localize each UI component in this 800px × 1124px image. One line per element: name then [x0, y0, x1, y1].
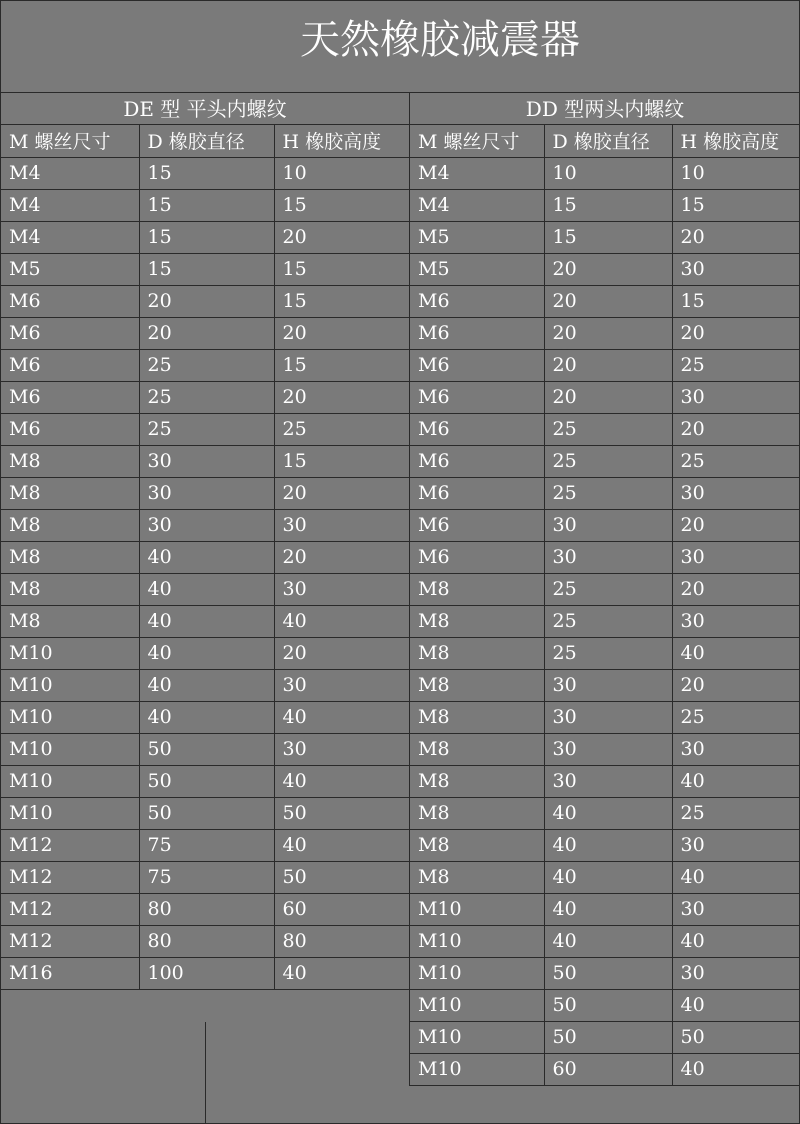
table-cell: M8 [1, 509, 139, 541]
table-cell: 30 [672, 253, 800, 285]
table-cell: 25 [139, 413, 274, 445]
table-cell: 25 [672, 445, 800, 477]
table-cell: M12 [1, 861, 139, 893]
table-cell: 15 [544, 189, 672, 221]
table-cell: M6 [1, 381, 139, 413]
table-cell: 25 [544, 573, 672, 605]
table-row [410, 445, 800, 477]
table-row [410, 861, 800, 893]
table-cell: 50 [139, 765, 274, 797]
table-cell: 50 [544, 957, 672, 989]
dd-type-table [409, 93, 800, 1086]
table-cell: M8 [410, 637, 544, 669]
table-row [410, 765, 800, 797]
table-cell: 20 [544, 381, 672, 413]
table-cell: 20 [672, 221, 800, 253]
table-cell: M8 [1, 477, 139, 509]
de-type-table [1, 93, 409, 990]
table-cell: M10 [410, 893, 544, 925]
table-cell: M4 [410, 189, 544, 221]
table-cell: 20 [672, 413, 800, 445]
table-row [1, 765, 409, 797]
table-cell: 30 [672, 733, 800, 765]
table-cell: M6 [410, 381, 544, 413]
table-row [410, 893, 800, 925]
table-cell: 15 [139, 253, 274, 285]
table-cell: 30 [544, 509, 672, 541]
table-cell: M10 [410, 1053, 544, 1085]
table-cell: 40 [274, 701, 409, 733]
table-cell: M16 [1, 957, 139, 989]
table-cell: 25 [544, 605, 672, 637]
table-row [410, 605, 800, 637]
table-cell: M8 [1, 445, 139, 477]
table-cell: M8 [410, 861, 544, 893]
table-row [410, 637, 800, 669]
table-row [410, 797, 800, 829]
column-header: H 橡胶高度 [672, 125, 800, 157]
table-cell: 50 [139, 797, 274, 829]
table-cell: 60 [544, 1053, 672, 1085]
dd-type-body [410, 125, 800, 1085]
table-cell: 40 [672, 861, 800, 893]
table-row [1, 477, 409, 509]
table-row [410, 957, 800, 989]
table-cell: M6 [410, 509, 544, 541]
table-cell: M4 [1, 189, 139, 221]
table-row [1, 797, 409, 829]
table-cell: M6 [410, 317, 544, 349]
table-cell: 30 [274, 573, 409, 605]
table-cell: M10 [410, 957, 544, 989]
table-cell: 20 [672, 317, 800, 349]
table-row [1, 893, 409, 925]
table-row [410, 413, 800, 445]
table-row [410, 669, 800, 701]
table-cell: 30 [139, 509, 274, 541]
table-cell: 20 [274, 541, 409, 573]
table-cell: M6 [1, 349, 139, 381]
table-row [410, 477, 800, 509]
table-cell: 50 [544, 989, 672, 1021]
table-cell: 75 [139, 829, 274, 861]
table-cell: M8 [410, 733, 544, 765]
table-cell: 30 [544, 541, 672, 573]
table-cell: 50 [672, 1021, 800, 1053]
table-cell: M12 [1, 893, 139, 925]
table-cell: 100 [139, 957, 274, 989]
table-cell: M10 [1, 637, 139, 669]
table-cell: M10 [410, 1021, 544, 1053]
table-cell: 20 [672, 669, 800, 701]
table-row [1, 349, 409, 381]
table-cell: M4 [410, 157, 544, 189]
table-cell: 20 [274, 637, 409, 669]
table-cell: 50 [274, 861, 409, 893]
de-type-body [1, 125, 409, 989]
table-cell: 30 [544, 669, 672, 701]
table-cell: M6 [410, 285, 544, 317]
table-row [410, 189, 800, 221]
table-cell: 15 [139, 189, 274, 221]
table-cell: M6 [1, 285, 139, 317]
table-row [410, 541, 800, 573]
table-cell: 40 [672, 765, 800, 797]
table-cell: 15 [672, 285, 800, 317]
table-cell: 25 [544, 477, 672, 509]
table-row [1, 637, 409, 669]
table-cell: 15 [274, 253, 409, 285]
table-cell: 30 [544, 765, 672, 797]
table-cell: 40 [672, 925, 800, 957]
table-cell: 30 [139, 477, 274, 509]
table-row [1, 605, 409, 637]
table-cell: 40 [139, 605, 274, 637]
table-row [410, 1053, 800, 1085]
table-cell: 20 [544, 349, 672, 381]
table-cell: M12 [1, 925, 139, 957]
table-cell: M6 [410, 541, 544, 573]
table-row [410, 509, 800, 541]
table-cell: M8 [1, 573, 139, 605]
table-row [410, 349, 800, 381]
table-cell: 50 [139, 733, 274, 765]
table-cell: M10 [410, 925, 544, 957]
table-cell: 25 [544, 445, 672, 477]
table-row [1, 253, 409, 285]
table-cell: M8 [1, 541, 139, 573]
table-row [1, 573, 409, 605]
table-cell: 40 [544, 893, 672, 925]
table-row [1, 669, 409, 701]
column-header-row [1, 125, 409, 157]
table-row [1, 509, 409, 541]
table-cell: M10 [1, 765, 139, 797]
table-cell: 20 [544, 253, 672, 285]
table-row [410, 253, 800, 285]
column-header-row [410, 125, 800, 157]
table-row [410, 381, 800, 413]
table-cell: 50 [544, 1021, 672, 1053]
column-header: M 螺丝尺寸 [1, 125, 139, 157]
table-cell: 20 [274, 221, 409, 253]
table-cell: 80 [274, 925, 409, 957]
table-row [1, 925, 409, 957]
table-row [410, 157, 800, 189]
table-row [1, 541, 409, 573]
table-cell: M10 [410, 989, 544, 1021]
table-row [1, 829, 409, 861]
table-cell: 40 [274, 765, 409, 797]
table-row [410, 221, 800, 253]
table-cell: M12 [1, 829, 139, 861]
table-cell: 80 [139, 925, 274, 957]
table-cell: M8 [410, 765, 544, 797]
table-row [1, 189, 409, 221]
table-cell: 40 [274, 605, 409, 637]
table-cell: 75 [139, 861, 274, 893]
table-cell: 10 [544, 157, 672, 189]
table-cell: 15 [544, 221, 672, 253]
table-cell: 40 [274, 829, 409, 861]
page-title: 天然橡胶减震器 [1, 1, 799, 93]
table-cell: M6 [1, 317, 139, 349]
table-cell: 30 [672, 605, 800, 637]
table-cell: M6 [410, 477, 544, 509]
column-header: D 橡胶直径 [139, 125, 274, 157]
table-row [1, 733, 409, 765]
table-row [1, 445, 409, 477]
table-row [410, 317, 800, 349]
table-cell: M10 [1, 797, 139, 829]
table-cell: 40 [544, 829, 672, 861]
table-cell: 80 [139, 893, 274, 925]
table-cell: M8 [410, 605, 544, 637]
table-cell: 40 [139, 637, 274, 669]
table-cell: 40 [544, 925, 672, 957]
table-row [1, 701, 409, 733]
table-cell: 20 [139, 317, 274, 349]
dd-type-heading: DD 型两头内螺纹 [410, 93, 800, 125]
table-cell: 20 [672, 573, 800, 605]
table-cell: 25 [274, 413, 409, 445]
table-cell: 40 [672, 1053, 800, 1085]
column-header: M 螺丝尺寸 [410, 125, 544, 157]
table-cell: M8 [1, 605, 139, 637]
table-row [1, 157, 409, 189]
table-cell: 25 [139, 349, 274, 381]
table-cell: 30 [274, 733, 409, 765]
table-row [410, 1021, 800, 1053]
table-cell: 60 [274, 893, 409, 925]
table-cell: 20 [274, 317, 409, 349]
table-cell: 20 [274, 477, 409, 509]
column-header: D 橡胶直径 [544, 125, 672, 157]
table-cell: 25 [139, 381, 274, 413]
table-row [410, 733, 800, 765]
table-cell: 30 [672, 477, 800, 509]
table-row [1, 221, 409, 253]
table-cell: 20 [274, 381, 409, 413]
table-cell: 30 [672, 541, 800, 573]
table-cell: 10 [274, 157, 409, 189]
table-cell: 40 [139, 701, 274, 733]
table-cell: M6 [410, 349, 544, 381]
empty-cell [1, 1022, 206, 1123]
de-type-grid [1, 125, 409, 990]
table-cell: M10 [1, 701, 139, 733]
table-row [1, 381, 409, 413]
table-cell: 25 [672, 797, 800, 829]
dd-type-grid [410, 125, 800, 1086]
table-cell: 40 [139, 541, 274, 573]
table-row [1, 317, 409, 349]
table-cell: M6 [410, 445, 544, 477]
table-cell: 30 [544, 733, 672, 765]
table-cell: 15 [274, 189, 409, 221]
table-cell: 10 [672, 157, 800, 189]
table-cell: 15 [139, 221, 274, 253]
table-row [1, 957, 409, 989]
table-cell: 25 [672, 349, 800, 381]
table-row [410, 285, 800, 317]
table-cell: 40 [544, 797, 672, 829]
table-cell: 30 [274, 669, 409, 701]
table-cell: M5 [1, 253, 139, 285]
table-row [410, 989, 800, 1021]
table-cell: M5 [410, 221, 544, 253]
table-cell: 30 [139, 445, 274, 477]
table-cell: 30 [672, 893, 800, 925]
table-cell: 50 [274, 797, 409, 829]
empty-cell-area [1, 1022, 409, 1123]
table-cell: 40 [139, 573, 274, 605]
table-cell: M10 [1, 669, 139, 701]
table-row [1, 285, 409, 317]
table-cell: M10 [1, 733, 139, 765]
table-row [410, 573, 800, 605]
table-cell: 20 [672, 509, 800, 541]
table-cell: M8 [410, 701, 544, 733]
table-cell: 15 [274, 285, 409, 317]
table-cell: M8 [410, 829, 544, 861]
table-cell: 40 [544, 861, 672, 893]
table-cell: 40 [672, 637, 800, 669]
table-cell: M6 [410, 413, 544, 445]
table-cell: 40 [672, 989, 800, 1021]
table-cell: 30 [672, 829, 800, 861]
table-cell: 20 [544, 317, 672, 349]
table-cell: M8 [410, 797, 544, 829]
table-cell: 30 [274, 509, 409, 541]
column-header: H 橡胶高度 [274, 125, 409, 157]
table-cell: 30 [672, 381, 800, 413]
table-cell: 15 [274, 349, 409, 381]
table-cell: 15 [274, 445, 409, 477]
table-cell: 25 [672, 701, 800, 733]
table-cell: 25 [544, 413, 672, 445]
empty-cell [206, 1022, 409, 1123]
table-cell: 15 [139, 157, 274, 189]
table-cell: M8 [410, 669, 544, 701]
table-row [1, 413, 409, 445]
table-cell: 15 [672, 189, 800, 221]
table-cell: 40 [274, 957, 409, 989]
table-row [410, 701, 800, 733]
table-row [410, 925, 800, 957]
table-cell: 30 [544, 701, 672, 733]
table-cell: 40 [139, 669, 274, 701]
table-cell: 30 [672, 957, 800, 989]
table-cell: M5 [410, 253, 544, 285]
table-cell: 25 [544, 637, 672, 669]
table-cell: M4 [1, 221, 139, 253]
table-cell: 20 [544, 285, 672, 317]
table-row [410, 829, 800, 861]
table-row [1, 861, 409, 893]
table-cell: 20 [139, 285, 274, 317]
de-type-heading: DE 型 平头内螺纹 [1, 93, 409, 125]
table-cell: M6 [1, 413, 139, 445]
table-cell: M4 [1, 157, 139, 189]
table-cell: M8 [410, 573, 544, 605]
